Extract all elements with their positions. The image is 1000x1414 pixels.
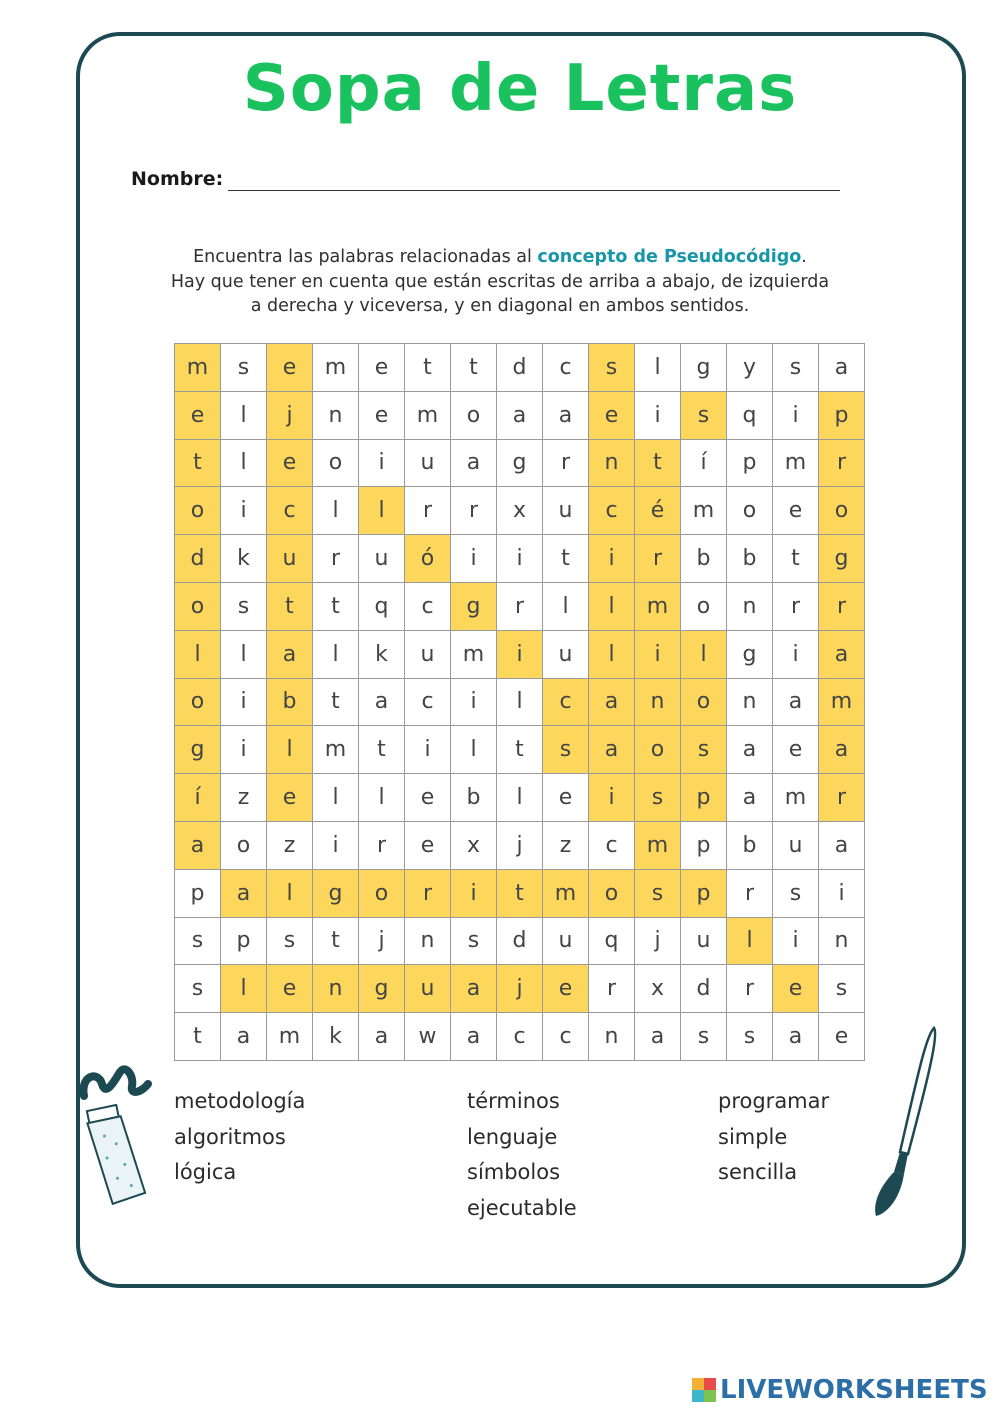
grid-cell[interactable]: c xyxy=(589,487,635,535)
grid-cell[interactable]: é xyxy=(635,487,681,535)
grid-cell[interactable]: l xyxy=(267,870,313,918)
grid-cell[interactable]: ó xyxy=(405,535,451,583)
grid-cell[interactable]: x xyxy=(497,487,543,535)
grid-cell[interactable]: b xyxy=(727,822,773,870)
grid-cell[interactable]: n xyxy=(727,679,773,727)
grid-cell[interactable]: t xyxy=(451,344,497,392)
grid-cell[interactable]: t xyxy=(773,535,819,583)
grid-cell[interactable]: a xyxy=(221,1013,267,1061)
grid-cell[interactable]: o xyxy=(313,440,359,488)
grid-cell[interactable]: i xyxy=(773,392,819,440)
grid-cell[interactable]: l xyxy=(359,774,405,822)
instructions xyxy=(120,245,880,319)
grid-cell[interactable]: l xyxy=(589,631,635,679)
grid-cell[interactable]: o xyxy=(175,487,221,535)
grid-cell[interactable]: o xyxy=(451,392,497,440)
grid-cell[interactable]: m xyxy=(635,822,681,870)
grid-cell[interactable]: p xyxy=(681,774,727,822)
grid-cell[interactable]: z xyxy=(543,822,589,870)
grid-cell[interactable]: s xyxy=(727,1013,773,1061)
grid-cell[interactable]: r xyxy=(543,440,589,488)
grid-cell[interactable]: l xyxy=(267,726,313,774)
grid-cell[interactable]: s xyxy=(635,870,681,918)
grid-cell[interactable]: s xyxy=(221,583,267,631)
liveworksheets-brand: LIVEWORKSHEETS xyxy=(720,1375,988,1405)
grid-cell[interactable]: t xyxy=(497,870,543,918)
grid-cell[interactable]: e xyxy=(359,344,405,392)
grid-cell[interactable]: p xyxy=(681,822,727,870)
grid-cell[interactable]: c xyxy=(405,679,451,727)
word-list-column-3 xyxy=(718,1084,829,1191)
grid-cell[interactable]: j xyxy=(497,822,543,870)
name-input-line[interactable] xyxy=(228,190,840,191)
grid-cell[interactable]: i xyxy=(635,631,681,679)
grid-cell[interactable]: g xyxy=(313,870,359,918)
grid-cell[interactable]: l xyxy=(359,487,405,535)
grid-cell[interactable]: g xyxy=(819,535,865,583)
grid-cell[interactable]: i xyxy=(451,535,497,583)
grid-cell[interactable]: s xyxy=(175,965,221,1013)
grid-cell[interactable]: l xyxy=(313,774,359,822)
grid-cell[interactable]: í xyxy=(175,774,221,822)
grid-cell[interactable]: s xyxy=(819,965,865,1013)
grid-cell[interactable]: i xyxy=(451,870,497,918)
grid-cell[interactable]: g xyxy=(451,583,497,631)
grid-cell[interactable]: n xyxy=(635,679,681,727)
grid-cell[interactable]: i xyxy=(635,392,681,440)
grid-cell[interactable]: g xyxy=(175,726,221,774)
paint-tube-icon xyxy=(76,1062,160,1210)
grid-cell[interactable]: r xyxy=(773,583,819,631)
grid-cell[interactable]: i xyxy=(221,679,267,727)
grid-cell[interactable]: a xyxy=(819,631,865,679)
grid-cell[interactable]: r xyxy=(819,774,865,822)
word-list-column-2 xyxy=(467,1084,577,1226)
grid-cell[interactable]: r xyxy=(359,822,405,870)
grid-cell[interactable]: m xyxy=(313,344,359,392)
grid-cell[interactable]: g xyxy=(727,631,773,679)
grid-cell[interactable]: t xyxy=(175,440,221,488)
grid-cell[interactable]: m xyxy=(635,583,681,631)
word-search-grid xyxy=(174,343,865,1061)
grid-cell[interactable]: p xyxy=(175,870,221,918)
grid-cell[interactable]: e xyxy=(405,822,451,870)
grid-cell[interactable]: t xyxy=(175,1013,221,1061)
grid-cell[interactable]: e xyxy=(773,487,819,535)
grid-cell[interactable]: s xyxy=(175,918,221,966)
grid-cell[interactable]: a xyxy=(221,870,267,918)
grid-cell[interactable]: a xyxy=(727,774,773,822)
grid-cell[interactable]: i xyxy=(497,535,543,583)
grid-cell[interactable]: a xyxy=(359,1013,405,1061)
grid-cell[interactable]: j xyxy=(497,965,543,1013)
grid-cell[interactable]: r xyxy=(819,440,865,488)
grid-cell[interactable]: l xyxy=(221,392,267,440)
grid-cell[interactable]: s xyxy=(635,774,681,822)
grid-cell[interactable]: p xyxy=(819,392,865,440)
grid-cell[interactable]: c xyxy=(405,583,451,631)
grid-cell[interactable]: s xyxy=(543,726,589,774)
grid-cell[interactable]: a xyxy=(819,726,865,774)
grid-cell[interactable]: t xyxy=(313,918,359,966)
grid-cell[interactable]: u xyxy=(267,535,313,583)
grid-cell[interactable]: l xyxy=(497,679,543,727)
grid-cell[interactable]: w xyxy=(405,1013,451,1061)
grid-cell[interactable]: o xyxy=(681,583,727,631)
grid-cell[interactable]: c xyxy=(543,344,589,392)
grid-cell[interactable]: d xyxy=(681,965,727,1013)
word-list-column-1 xyxy=(174,1084,305,1191)
instructions-line-2: Hay que tener en cuenta que están escritas de arriba a abajo, de izquierda xyxy=(170,271,830,292)
grid-cell[interactable]: e xyxy=(589,392,635,440)
grid-cell[interactable]: u xyxy=(405,440,451,488)
grid-cell[interactable]: u xyxy=(359,535,405,583)
grid-cell[interactable]: a xyxy=(359,679,405,727)
grid-cell[interactable]: m xyxy=(451,631,497,679)
grid-cell[interactable]: c xyxy=(589,822,635,870)
grid-cell[interactable]: u xyxy=(681,918,727,966)
grid-cell[interactable]: g xyxy=(681,344,727,392)
grid-cell[interactable]: d xyxy=(497,918,543,966)
grid-cell[interactable]: u xyxy=(405,631,451,679)
grid-cell[interactable]: u xyxy=(405,965,451,1013)
grid-cell[interactable]: a xyxy=(819,822,865,870)
grid-cell[interactable]: s xyxy=(681,1013,727,1061)
word-list-item: sencilla xyxy=(718,1160,798,1184)
grid-cell[interactable]: l xyxy=(497,774,543,822)
grid-cell[interactable]: n xyxy=(589,440,635,488)
grid-cell[interactable]: c xyxy=(497,1013,543,1061)
grid-cell[interactable]: m xyxy=(681,487,727,535)
grid-cell[interactable]: e xyxy=(819,1013,865,1061)
grid-cell[interactable]: r xyxy=(405,487,451,535)
grid-cell[interactable]: a xyxy=(543,392,589,440)
grid-cell[interactable]: e xyxy=(267,774,313,822)
grid-cell[interactable]: i xyxy=(819,870,865,918)
name-row xyxy=(131,168,841,198)
grid-cell[interactable]: j xyxy=(635,918,681,966)
grid-cell[interactable]: c xyxy=(543,679,589,727)
grid-cell[interactable]: n xyxy=(313,392,359,440)
grid-cell[interactable]: e xyxy=(773,726,819,774)
grid-cell[interactable]: r xyxy=(497,583,543,631)
grid-cell[interactable]: a xyxy=(589,679,635,727)
grid-cell[interactable]: u xyxy=(543,631,589,679)
grid-cell[interactable]: x xyxy=(635,965,681,1013)
grid-cell[interactable]: l xyxy=(727,918,773,966)
grid-cell[interactable]: i xyxy=(589,535,635,583)
grid-cell[interactable]: i xyxy=(359,440,405,488)
grid-cell[interactable]: r xyxy=(819,583,865,631)
grid-cell[interactable]: l xyxy=(175,631,221,679)
grid-cell[interactable]: a xyxy=(175,822,221,870)
grid-cell[interactable]: a xyxy=(819,344,865,392)
grid-cell[interactable]: t xyxy=(359,726,405,774)
liveworksheets-logo xyxy=(692,1373,988,1407)
grid-cell[interactable]: s xyxy=(451,918,497,966)
grid-cell[interactable]: j xyxy=(267,392,313,440)
grid-cell[interactable]: g xyxy=(359,965,405,1013)
grid-cell[interactable]: b xyxy=(451,774,497,822)
grid-cell[interactable]: k xyxy=(313,1013,359,1061)
grid-cell[interactable]: t xyxy=(267,583,313,631)
grid-cell[interactable]: m xyxy=(405,392,451,440)
word-list-item: programar xyxy=(718,1089,830,1113)
grid-cell[interactable]: n xyxy=(589,1013,635,1061)
grid-cell[interactable]: l xyxy=(313,487,359,535)
grid-cell[interactable]: o xyxy=(359,870,405,918)
grid-cell[interactable]: r xyxy=(405,870,451,918)
word-list-item: simple xyxy=(718,1124,788,1149)
grid-cell[interactable]: b xyxy=(267,679,313,727)
grid-cell[interactable]: o xyxy=(635,726,681,774)
grid-cell[interactable]: l xyxy=(635,344,681,392)
grid-cell[interactable]: r xyxy=(727,870,773,918)
word-list-item: términos xyxy=(467,1089,560,1113)
grid-cell[interactable]: s xyxy=(773,344,819,392)
grid-cell[interactable]: i xyxy=(313,822,359,870)
grid-cell[interactable]: x xyxy=(451,822,497,870)
grid-cell[interactable]: p xyxy=(727,440,773,488)
grid-cell[interactable]: n xyxy=(313,965,359,1013)
grid-cell[interactable]: e xyxy=(267,965,313,1013)
grid-cell[interactable]: o xyxy=(819,487,865,535)
grid-cell[interactable]: r xyxy=(727,965,773,1013)
grid-cell[interactable]: k xyxy=(359,631,405,679)
grid-cell[interactable]: s xyxy=(221,344,267,392)
grid-cell[interactable]: m xyxy=(819,679,865,727)
grid-cell[interactable]: m xyxy=(543,870,589,918)
grid-cell[interactable]: b xyxy=(681,535,727,583)
grid-cell[interactable]: q xyxy=(359,583,405,631)
grid-cell[interactable]: j xyxy=(359,918,405,966)
grid-cell[interactable]: s xyxy=(773,870,819,918)
name-label: Nombre: xyxy=(131,168,224,190)
instructions-line-3: a derecha y viceversa, y en diagonal en ambos sentidos. xyxy=(250,296,750,316)
grid-cell[interactable]: z xyxy=(221,774,267,822)
grid-cell[interactable]: t xyxy=(497,726,543,774)
grid-cell[interactable]: a xyxy=(589,726,635,774)
paintbrush-icon xyxy=(862,1024,944,1224)
page-title: Sopa de Letras xyxy=(242,52,798,126)
grid-cell[interactable]: i xyxy=(773,918,819,966)
word-list-item: lógica xyxy=(174,1160,237,1184)
grid-cell[interactable]: l xyxy=(221,965,267,1013)
grid-cell[interactable]: o xyxy=(175,679,221,727)
grid-cell[interactable]: l xyxy=(543,583,589,631)
grid-cell[interactable]: u xyxy=(773,822,819,870)
grid-cell[interactable]: a xyxy=(267,631,313,679)
grid-cell[interactable]: k xyxy=(221,535,267,583)
word-list-item: símbolos xyxy=(467,1160,561,1184)
grid-cell[interactable]: o xyxy=(221,822,267,870)
grid-cell[interactable]: s xyxy=(589,344,635,392)
grid-cell[interactable]: l xyxy=(589,583,635,631)
grid-cell[interactable]: e xyxy=(773,965,819,1013)
grid-cell[interactable]: m xyxy=(773,440,819,488)
grid-cell[interactable]: o xyxy=(589,870,635,918)
grid-cell[interactable]: t xyxy=(405,344,451,392)
liveworksheets-logo-icon xyxy=(692,1378,716,1402)
grid-cell[interactable]: a xyxy=(451,1013,497,1061)
grid-cell[interactable]: r xyxy=(635,535,681,583)
grid-cell[interactable]: t xyxy=(313,583,359,631)
grid-cell[interactable]: m xyxy=(175,344,221,392)
grid-cell[interactable]: í xyxy=(681,440,727,488)
grid-cell[interactable]: n xyxy=(727,583,773,631)
grid-cell[interactable]: c xyxy=(267,487,313,535)
grid-cell[interactable]: l xyxy=(221,631,267,679)
grid-cell[interactable]: s xyxy=(681,392,727,440)
grid-cell[interactable]: e xyxy=(543,774,589,822)
grid-cell[interactable]: i xyxy=(589,774,635,822)
grid-cell[interactable]: r xyxy=(589,965,635,1013)
grid-cell[interactable]: i xyxy=(451,679,497,727)
grid-cell[interactable]: n xyxy=(405,918,451,966)
grid-cell[interactable]: p xyxy=(681,870,727,918)
grid-cell[interactable]: a xyxy=(451,965,497,1013)
grid-cell[interactable]: m xyxy=(313,726,359,774)
instructions-line-1 xyxy=(120,245,880,270)
grid-cell[interactable]: l xyxy=(221,440,267,488)
grid-cell[interactable]: d xyxy=(497,344,543,392)
grid-cell[interactable]: l xyxy=(681,631,727,679)
grid-cell[interactable]: n xyxy=(819,918,865,966)
grid-cell[interactable]: r xyxy=(313,535,359,583)
grid-cell[interactable]: i xyxy=(221,487,267,535)
grid-cell[interactable]: m xyxy=(267,1013,313,1061)
grid-cell[interactable]: s xyxy=(267,918,313,966)
grid-cell[interactable]: a xyxy=(497,392,543,440)
grid-cell[interactable]: l xyxy=(313,631,359,679)
grid-cell[interactable]: e xyxy=(267,344,313,392)
grid-cell[interactable]: g xyxy=(497,440,543,488)
grid-cell[interactable]: i xyxy=(405,726,451,774)
grid-cell[interactable]: o xyxy=(175,583,221,631)
grid-cell[interactable]: e xyxy=(175,392,221,440)
grid-cell[interactable]: a xyxy=(773,1013,819,1061)
grid-cell[interactable]: a xyxy=(635,1013,681,1061)
word-list-item: metodología xyxy=(174,1089,306,1113)
grid-cell[interactable]: o xyxy=(681,679,727,727)
grid-cell[interactable]: e xyxy=(267,440,313,488)
grid-cell[interactable]: b xyxy=(727,535,773,583)
instructions-highlight: concepto de Pseudocódigo xyxy=(537,247,802,267)
grid-cell[interactable]: p xyxy=(221,918,267,966)
word-list-item: algoritmos xyxy=(174,1124,286,1149)
grid-cell[interactable]: r xyxy=(451,487,497,535)
grid-cell[interactable]: i xyxy=(221,726,267,774)
grid-cell[interactable]: q xyxy=(727,392,773,440)
grid-cell[interactable]: m xyxy=(773,774,819,822)
grid-cell[interactable]: d xyxy=(175,535,221,583)
grid-cell[interactable]: c xyxy=(543,1013,589,1061)
grid-cell[interactable]: a xyxy=(727,726,773,774)
grid-cell[interactable]: q xyxy=(589,918,635,966)
grid-cell[interactable]: a xyxy=(451,440,497,488)
grid-cell[interactable]: e xyxy=(405,774,451,822)
grid-cell[interactable]: t xyxy=(313,679,359,727)
grid-cell[interactable]: i xyxy=(497,631,543,679)
grid-cell[interactable]: y xyxy=(727,344,773,392)
grid-cell[interactable]: z xyxy=(267,822,313,870)
grid-cell[interactable]: e xyxy=(543,965,589,1013)
grid-cell[interactable]: l xyxy=(451,726,497,774)
word-list-item: ejecutable xyxy=(467,1195,577,1220)
grid-cell[interactable]: o xyxy=(727,487,773,535)
grid-cell[interactable]: i xyxy=(773,631,819,679)
grid-cell[interactable]: s xyxy=(681,726,727,774)
grid-cell[interactable]: t xyxy=(543,535,589,583)
instructions-period: . xyxy=(801,247,807,267)
grid-cell[interactable]: e xyxy=(359,392,405,440)
word-list-item: lenguaje xyxy=(467,1124,558,1149)
grid-cell[interactable]: t xyxy=(635,440,681,488)
grid-cell[interactable]: u xyxy=(543,487,589,535)
grid-cell[interactable]: a xyxy=(773,679,819,727)
grid-cell[interactable]: u xyxy=(543,918,589,966)
instructions-text: Encuentra las palabras relacionadas al xyxy=(193,247,538,267)
